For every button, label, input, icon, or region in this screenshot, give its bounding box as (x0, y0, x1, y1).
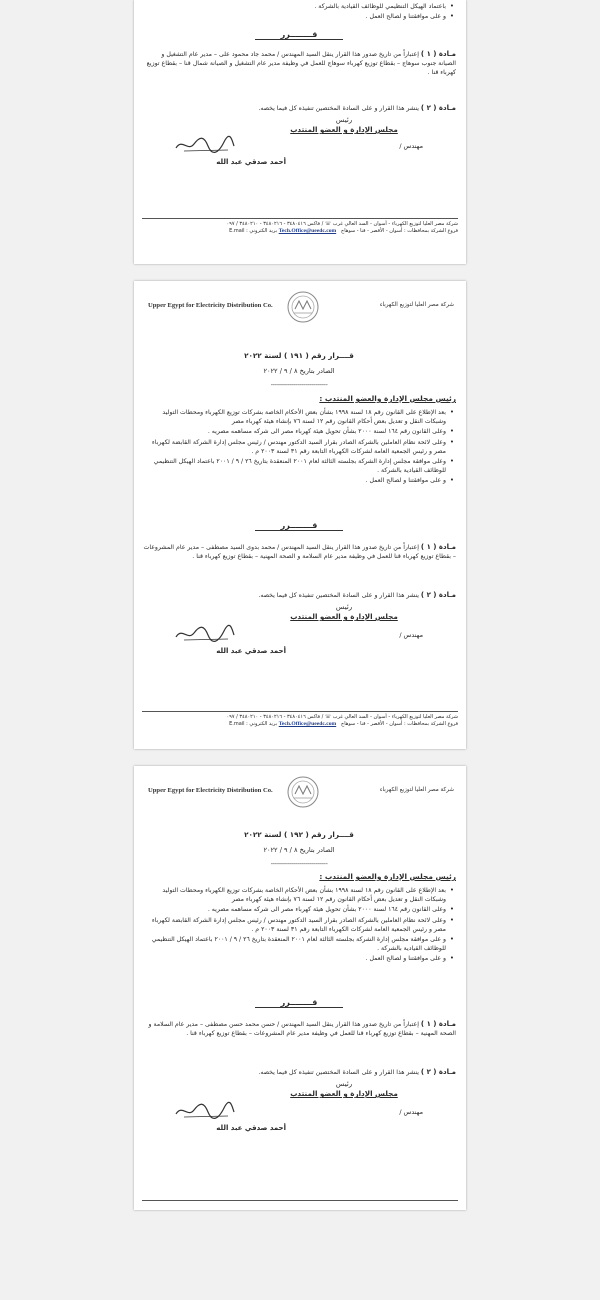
document-page-2 (134, 281, 466, 749)
signature-title-2: مجلس الإدارة و العضو المنتدب (290, 1089, 398, 1099)
handwritten-signature (174, 1100, 236, 1122)
article-text: إعتباراً من تاريخ صدور هذا القرار ينقل السيد المهندس / حسن محمد حسن مصطفى – مدير عام السلامة و الصحة المهنية – بقطاع توزيع كهرباء قنا للعمل في وظيفة مدير عام المشروعات – بقطاع توزيع كهرباء قنا . (148, 1021, 456, 1038)
separator: ---------------------------- (270, 860, 328, 868)
signature-title: رئيس (335, 603, 353, 611)
signature-block (284, 603, 404, 621)
footer-address: شركة مصر العليا لتوزيع الكهرباء - أسوان - السد العالي غرب ☏ / فاكس ٣٤٨٠٤١٦ - ٣٤٨٠٢١٦ - ٣٤٨٠٢١٠ / ٠٩٧ (226, 221, 458, 227)
footer-email-link[interactable]: Tech.Office@ueedc.com (278, 228, 337, 234)
signature-title-2: مجلس الإدارة و العضو المنتدب (290, 612, 398, 622)
decision-heading: قــــــــرر (142, 521, 456, 530)
page-header (134, 766, 466, 822)
bullet-item: • وعلى القانون رقم ١٦٤ لسنة ٢٠٠٠ بشأن تحويل هيئة كهرباء مصر الى شركه مساهمه مصريه . (142, 427, 446, 436)
article-2 (142, 1068, 456, 1077)
signature-title: رئيس (335, 1080, 353, 1088)
article-1 (142, 543, 456, 561)
bullet-item: • وعلى موافقة مجلس إدارة الشركة بجلسته الثالثة لعام ٢٠٠١ المنعقدة بتاريخ ٢٦ / ٩ / ٢٠٠١ باعتماد الهيكل التنظيمي للوظائف القيادية بالشركة . (142, 457, 446, 475)
footer-email-label: بريد الكتروني : E.mail (229, 228, 278, 234)
company-logo-icon (285, 289, 321, 325)
document-page-1 (134, 0, 466, 264)
document-page-3 (134, 766, 466, 1210)
page-footer-cut (142, 1200, 458, 1203)
company-name-arabic: شركة مصر العليا لتوزيع الكهرباء (379, 302, 454, 308)
footer-address: شركة مصر العليا لتوزيع الكهرباء - أسوان - السد العالي غرب ☏ / فاكس ٣٤٨٠٤١٦ - ٣٤٨٠٢١٦ - ٣٤٨٠٢١٠ / ٠٩٧ (226, 714, 458, 720)
signature-title: رئيس (335, 116, 353, 124)
article-text: ينشر هذا القرار و على السادة المختصين تنفيذه كل فيما يخصه. (258, 1069, 419, 1076)
signatory-name: أحمد صدقي عبد الله (216, 647, 286, 655)
bullet-item: • وعلى القانون رقم ١٦٤ لسنة ٢٠٠٠ بشأن تحويل هيئة كهرباء مصر الى شركه مساهمه مصريه . (142, 905, 446, 914)
decree-date: الصادر بتاريخ ٨ / ٩ / ٢٠٢٢ (263, 367, 335, 375)
separator: ---------------------------- (270, 381, 328, 389)
article-label: مـادة ( ٢ ) (420, 591, 456, 599)
bullet-item: • باعتماد الهيكل التنظيمي للوظائف القيادية بالشركة . (142, 2, 446, 11)
page-footer (142, 218, 458, 235)
article-text: ينشر هذا القرار و على السادة المختصين تنفيذه كل فيما يخصه. (258, 105, 419, 112)
footer-email-link[interactable]: Tech.Office@ueedc.com (278, 721, 337, 727)
company-name-english: Upper Egypt for Electricity Distribution Co. (148, 302, 273, 309)
company-name-english: Upper Egypt for Electricity Distribution Co. (148, 787, 273, 794)
article-text: إعتباراً من تاريخ صدور هذا القرار ينقل السيد المهندس / محمد جاد محمود على – مدير عام التشغيل و الصيانة جنوب سوهاج – بقطاع توزيع كهرباء سوهاج للعمل في وظيفة مدير عام التشغيل و الصيانة شمال قنا – بقطاع توزيع كهرباء قنا . (146, 51, 456, 77)
bullet-item: • وعلى لائحة نظام العاملين بالشركة الصادر بقرار السيد الدكتور مهندس / رئيس مجلس إدارة الشركة القابضة لكهرباء مصر و رئيس الجمعية العامة لشركات الكهرباء التابعة رقم ٣١ لسنة ٢٠٠٣ م . (142, 438, 446, 456)
article-text: إعتباراً من تاريخ صدور هذا القرار ينقل السيد المهندس / محمد بدوى السيد مصطفى – مدير عام المشروعات – بقطاع توزيع كهرباء قنا للعمل في وظيفة مدير عام السلامة و الصحة المهنية – بقطاع توزيع كهرباء قنا . (143, 544, 456, 561)
section-title: رئيس مجلس الإدارة والعضو المنتدب : (319, 394, 456, 403)
considerations-list (142, 886, 456, 965)
engineer-label: مهندس / (399, 631, 423, 639)
company-logo-icon (285, 774, 321, 810)
decision-heading: قــــــــرر (142, 30, 456, 39)
decree-date: الصادر بتاريخ ٨ / ٩ / ٢٠٢٢ (263, 846, 335, 854)
page-header (134, 281, 466, 337)
bullet-item: • و على موافقتنا و لصالح العمل . (142, 954, 446, 963)
signatory-name: أحمد صدقي عبد الله (216, 1124, 286, 1132)
article-1 (142, 50, 456, 78)
article-label: مـادة ( ٢ ) (420, 1068, 456, 1076)
signature-block (284, 116, 404, 134)
decree-number: قــــرار رقم ( ١٩٢ ) لسنة ٢٠٢٢ (244, 830, 354, 839)
article-2 (142, 104, 456, 113)
engineer-label: مهندس / (399, 1108, 423, 1116)
company-name-arabic: شركة مصر العليا لتوزيع الكهرباء (379, 787, 454, 793)
bullet-item: • و على موافقتنا و لصالح العمل . (142, 12, 446, 21)
signature-block (284, 1080, 404, 1098)
considerations-tail (142, 2, 456, 22)
decree-number: قــــرار رقم ( ١٩١ ) لسنة ٢٠٢٢ (244, 351, 354, 360)
decision-heading: قــــــــرر (142, 998, 456, 1007)
bullet-item: • و على موافقتنا و لصالح العمل . (142, 476, 446, 485)
bullet-item: • بعد الإطلاع على القانون رقم ١٨ لسنة ١٩٩٨ بشأن بعض الأحكام الخاصة بشركات توزيع الكهرباء ومحطات التوليد وشبكات النقل و تعديل بعض أحكام القانون رقم ١٢ لسنة ٧٦ بإنشاء هيئة كهرباء مصر (142, 408, 446, 426)
article-label: مـادة ( ٢ ) (420, 104, 456, 112)
footer-email-label: بريد الكتروني : E.mail (229, 721, 278, 727)
page-footer (142, 711, 458, 728)
engineer-label: مهندس / (399, 142, 423, 150)
footer-branches: فروع الشركة بمحافظات : أسوان - الأقصر - قنا - سوهاج (340, 228, 458, 234)
article-label: مـادة ( ١ ) (420, 543, 456, 551)
handwritten-signature (174, 134, 236, 156)
article-1 (142, 1020, 456, 1038)
article-label: مـادة ( ١ ) (420, 1020, 456, 1028)
signatory-name: أحمد صدقي عبد الله (216, 158, 286, 166)
bullet-item: • وعلى لائحة نظام العاملين بالشركة الصادر بقرار السيد الدكتور مهندس / رئيس مجلس إدارة الشركة القابضة لكهرباء مصر و رئيس الجمعية العامة لشركات الكهرباء التابعة رقم ٣١ لسنة ٢٠٠٣ م . (142, 916, 446, 934)
bullet-item: • و على موافقة مجلس إدارة الشركة بجلسته الثالثة لعام ٢٠٠١ المنعقدة بتاريخ ٢٦ / ٩ / ٢٠٠١ باعتماد الهيكل التنظيمي للوظائف القيادية بالشركة . (142, 935, 446, 953)
considerations-list (142, 408, 456, 487)
signature-title-2: مجلس الإدارة و العضو المنتدب (290, 125, 398, 135)
article-text: ينشر هذا القرار و على السادة المختصين تنفيذه كل فيما يخصه. (258, 592, 419, 599)
article-label: مـادة ( ١ ) (420, 50, 456, 58)
handwritten-signature (174, 623, 236, 645)
article-2 (142, 591, 456, 600)
bullet-item: • بعد الإطلاع على القانون رقم ١٨ لسنة ١٩٩٨ بشأن بعض الأحكام الخاصة بشركات توزيع الكهرباء ومحطات التوليد وشبكات النقل و تعديل بعض أحكام القانون رقم ١٢ لسنة ٧٦ بإنشاء هيئة كهرباء مصر (142, 886, 446, 904)
section-title: رئيس مجلس الإدارة والعضو المنتدب : (319, 872, 456, 881)
footer-branches: فروع الشركة بمحافظات : أسوان - الأقصر - قنا - سوهاج (340, 721, 458, 727)
